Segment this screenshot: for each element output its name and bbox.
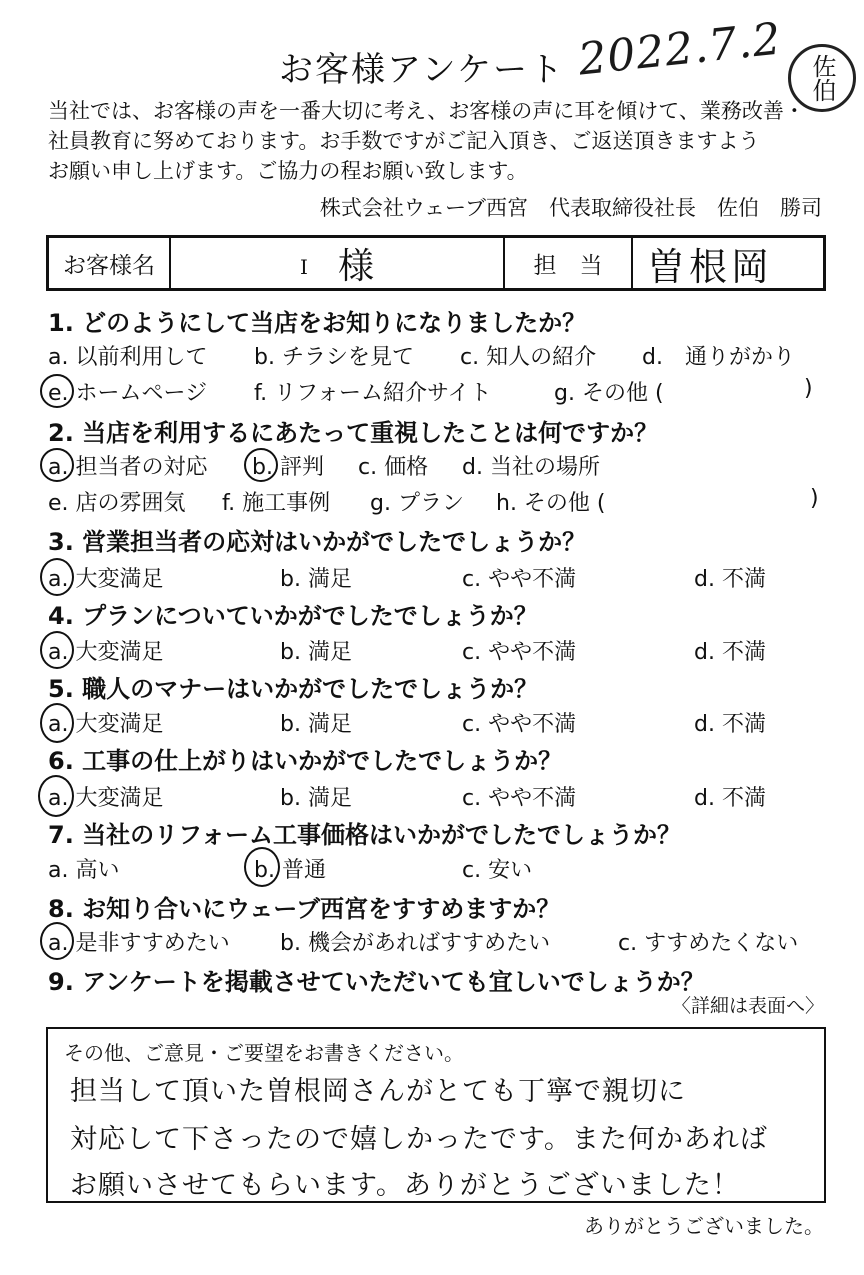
question-5: 5. 職人のマナーはいかがでしたでしょうか？: [48, 675, 539, 703]
option-7a: a. 高い: [48, 858, 120, 883]
customer-label: お客様名: [49, 238, 171, 288]
closing-thanks: ありがとうございました。: [584, 1214, 824, 1238]
option-1c: c. 知人の紹介: [460, 345, 597, 370]
customer-name-field: [171, 238, 505, 288]
option-1d: d. 通りがかり: [642, 345, 795, 370]
question-6: 6. 工事の仕上がりはいかがでしたでしょうか？: [48, 747, 563, 775]
option-4a: a. 大変満足: [48, 640, 164, 665]
option-8a: a. 是非すすめたい: [48, 931, 230, 956]
option-2a: a. 担当者の対応: [48, 455, 208, 480]
staff-label: 担 当: [505, 238, 633, 288]
option-4c: c. やや不満: [462, 640, 577, 665]
option-7b: b. 普通: [254, 858, 326, 883]
detail-note: 〈詳細は表面へ〉: [671, 995, 824, 1017]
question-1: 1. どのようにして当店をお知りになりましたか？: [48, 309, 587, 337]
option-1e: e. ホームページ: [48, 381, 208, 406]
question-8: 8. お知り合いにウェーブ西宮をすすめますか？: [48, 895, 561, 923]
handwritten-date: 2022.7.2: [575, 13, 785, 86]
option-5d: d. 不満: [694, 712, 766, 737]
option-2d: d. 当社の場所: [462, 455, 600, 480]
question-3: 3. 営業担当者の応対はいかがでしたでしょうか？: [48, 528, 587, 556]
customer-initial: I: [300, 255, 308, 279]
option-4b: b. 満足: [280, 640, 352, 665]
option-2h-close: ): [810, 486, 819, 511]
option-6a: a. 大変満足: [48, 786, 164, 811]
option-2c: c. 価格: [358, 455, 429, 480]
comment-line: 担当して頂いた曽根岡さんがとても丁寧で親切に: [70, 1076, 686, 1107]
option-5c: c. やや不満: [462, 712, 577, 737]
intro-line: お願い申し上げます。ご協力の程お願い致します。: [48, 159, 528, 183]
question-9: 9. アンケートを掲載させていただいても宜しいでしょうか？: [48, 968, 705, 996]
option-3d: d. 不満: [694, 567, 766, 592]
option-7c: c. 安い: [462, 858, 533, 883]
comment-line: お願いさせてもらいます。ありがとうございました！: [70, 1170, 740, 1201]
intro-line: 社員教育に努めております。お手数ですがご記入頂き、ご返送頂きますよう: [48, 129, 760, 153]
option-2f: f. 施工事例: [222, 491, 331, 516]
option-2g: g. プラン: [370, 491, 464, 516]
intro-line: 当社では、お客様の声を一番大切に考え、お客様の声に耳を傾けて、業務改善・: [48, 99, 805, 123]
option-8c: c. すすめたくない: [618, 931, 799, 956]
option-1f: f. リフォーム紹介サイト: [254, 381, 492, 406]
option-1g: g. その他 (: [554, 381, 664, 406]
option-2h: h. その他 (: [496, 491, 606, 516]
staff-name-field: 曽根岡: [647, 244, 774, 289]
question-4: 4. プランについていかがでしたでしょうか？: [48, 602, 538, 630]
option-2e: e. 店の雰囲気: [48, 491, 186, 516]
option-6c: c. やや不満: [462, 786, 577, 811]
comments-box: [46, 1027, 826, 1203]
option-3a: a. 大変満足: [48, 567, 164, 592]
option-8b: b. 機会があればすすめたい: [280, 931, 551, 956]
option-1b: b. チラシを見て: [254, 345, 414, 370]
option-3c: c. やや不満: [462, 567, 577, 592]
option-3b: b. 満足: [280, 567, 352, 592]
approval-seal: 佐伯: [788, 44, 856, 112]
option-1g-close: ): [804, 376, 813, 401]
question-7: 7. 当社のリフォーム工事価格はいかがでしたでしょうか？: [48, 821, 681, 849]
intro-text: [48, 96, 838, 186]
option-1a: a. 以前利用して: [48, 345, 208, 370]
survey-title: お客様アンケート: [279, 50, 565, 90]
option-6b: b. 満足: [280, 786, 352, 811]
option-5b: b. 満足: [280, 712, 352, 737]
customer-suffix: 様: [337, 245, 374, 287]
comments-label: その他、ご意見・ご要望をお書きください。: [64, 1041, 464, 1065]
company-signature: 株式会社ウェーブ西宮 代表取締役社長 佐伯 勝司: [319, 196, 822, 220]
question-2: 2. 当店を利用するにあたって重視したことは何ですか？: [48, 419, 659, 447]
comment-line: 対応して下さったので嬉しかったです。また何かあれば: [70, 1124, 768, 1155]
option-5a: a. 大変満足: [48, 712, 164, 737]
option-6d: d. 不満: [694, 786, 766, 811]
customer-staff-box: [46, 235, 826, 291]
option-4d: d. 不満: [694, 640, 766, 665]
option-2b: b. 評判: [252, 455, 324, 480]
